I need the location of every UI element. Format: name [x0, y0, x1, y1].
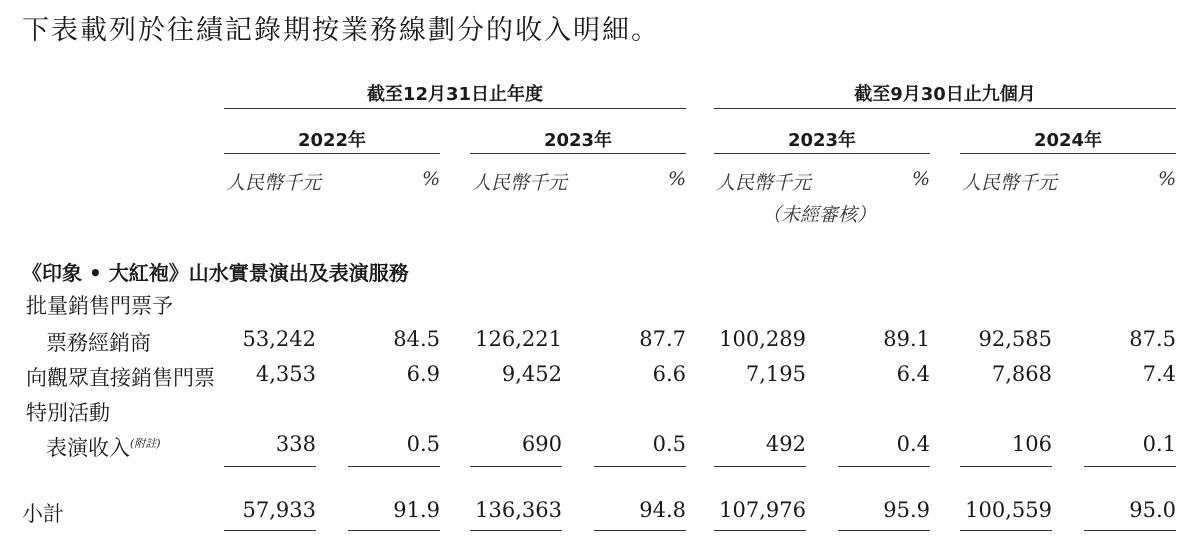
- percent-cell: 0.5: [406, 432, 440, 456]
- amount-cell: 100,289: [719, 327, 806, 351]
- percent-cell: 87.5: [1129, 327, 1176, 351]
- group-rule: [714, 108, 1176, 109]
- year-rule: [960, 153, 1176, 154]
- sum-rule: [960, 466, 1052, 467]
- percent-cell: 94.8: [639, 498, 686, 522]
- bottom-rule: [1084, 530, 1176, 531]
- amount-cell: 106: [1011, 432, 1052, 456]
- percent-cell: 91.9: [393, 498, 440, 522]
- percent-cell: 6.6: [652, 362, 686, 386]
- amount-cell: 492: [765, 432, 806, 456]
- amount-cell: 53,242: [242, 327, 316, 351]
- amount-cell: 107,976: [719, 498, 806, 522]
- sum-rule: [224, 466, 316, 467]
- year-rule: [224, 153, 440, 154]
- amount-cell: 7,195: [745, 362, 806, 386]
- sum-rule: [714, 466, 806, 467]
- percent-cell: 89.1: [883, 327, 930, 351]
- year-header: 2023年: [787, 130, 857, 151]
- sum-rule: [838, 466, 930, 467]
- unit-pct: %: [1157, 168, 1176, 190]
- amount-cell: 7,868: [991, 362, 1052, 386]
- percent-cell: 95.0: [1129, 498, 1176, 522]
- bottom-rule: [470, 530, 562, 531]
- unit-pct: %: [911, 168, 930, 190]
- group-header-nine-months: 截至9月30日止九個月: [854, 84, 1036, 105]
- bottom-rule: [224, 530, 316, 531]
- unaudited-note: （未經審核）: [762, 204, 877, 226]
- year-header: 2023年: [543, 130, 613, 151]
- bottom-rule: [960, 530, 1052, 531]
- bottom-rule: [714, 530, 806, 531]
- bottom-rule: [594, 530, 686, 531]
- percent-cell: 0.5: [652, 432, 686, 456]
- year-header: 2024年: [1033, 130, 1103, 151]
- amount-cell: 4,353: [255, 362, 316, 386]
- percent-cell: 84.5: [393, 327, 440, 351]
- amount-cell: 100,559: [965, 498, 1052, 522]
- percent-cell: 0.1: [1142, 432, 1176, 456]
- year-rule: [470, 153, 686, 154]
- subtotal-label: 小計: [22, 502, 64, 526]
- row-label: 票務經銷商: [46, 331, 151, 355]
- year-header: 2022年: [297, 130, 367, 151]
- bottom-rule: [838, 530, 930, 531]
- group-rule: [224, 108, 686, 109]
- percent-cell: 87.7: [639, 327, 686, 351]
- unit-rmb: 人民幣千元: [472, 172, 568, 194]
- unit-rmb: 人民幣千元: [962, 172, 1058, 194]
- section-title: 《印象 • 大紅袍》山水實景演出及表演服務: [22, 261, 409, 285]
- intro-text: 下表載列於往績記錄期按業務線劃分的收入明細。: [22, 15, 660, 46]
- row-label: 批量銷售門票予: [26, 294, 173, 318]
- sum-rule: [1084, 466, 1176, 467]
- footnote-marker: (附註): [130, 437, 161, 450]
- year-rule: [714, 153, 930, 154]
- unit-pct: %: [421, 168, 440, 190]
- amount-cell: 136,363: [475, 498, 562, 522]
- row-label: 向觀眾直接銷售門票: [26, 366, 215, 390]
- unit-rmb: 人民幣千元: [226, 172, 322, 194]
- sum-rule: [470, 466, 562, 467]
- amount-cell: 9,452: [501, 362, 562, 386]
- percent-cell: 0.4: [896, 432, 930, 456]
- bottom-rule: [348, 530, 440, 531]
- group-header-full-year: 截至12月31日止年度: [366, 84, 544, 105]
- row-label-text: 表演收入: [46, 436, 130, 460]
- amount-cell: 92,585: [978, 327, 1052, 351]
- amount-cell: 57,933: [242, 498, 316, 522]
- sum-rule: [348, 466, 440, 467]
- row-label: 特別活動: [26, 401, 110, 425]
- percent-cell: 6.4: [896, 362, 930, 386]
- amount-cell: 690: [521, 432, 562, 456]
- unit-rmb: 人民幣千元: [716, 172, 812, 194]
- amount-cell: 126,221: [475, 327, 562, 351]
- row-label: [46, 432, 161, 462]
- percent-cell: 7.4: [1142, 362, 1176, 386]
- percent-cell: 95.9: [883, 498, 930, 522]
- percent-cell: 6.9: [406, 362, 440, 386]
- sum-rule: [594, 466, 686, 467]
- unit-pct: %: [667, 168, 686, 190]
- amount-cell: 338: [275, 432, 316, 456]
